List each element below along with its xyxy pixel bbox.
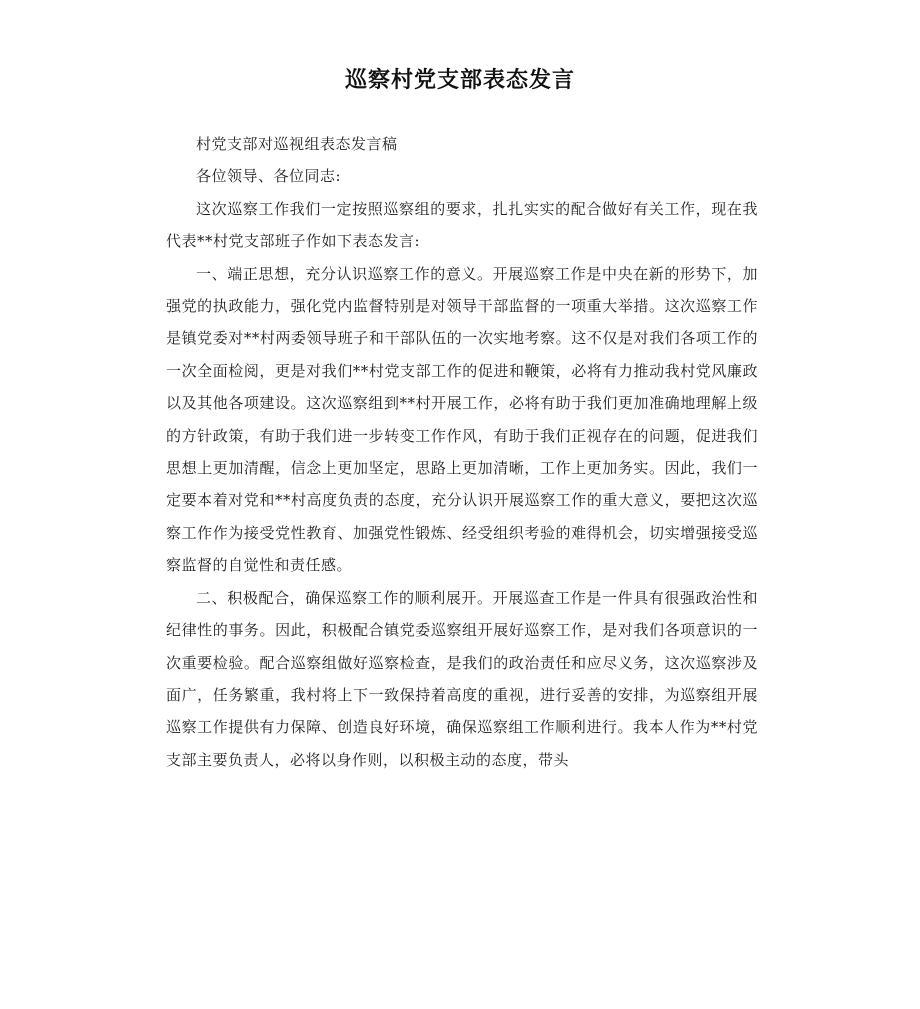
paragraph-subtitle: 村党支部对巡视组表态发言稿 <box>196 135 398 153</box>
paragraph-section-one: 一、端正思想，充分认识巡察工作的意义。开展巡察工作是中央在新的形势下，加强党的执政能力，强化党内监督特别是对领导干部监督的一项重大举措。这次巡察工作是镇党委对**村两委领导班子和干部队伍的一次实地考察。这不仅是对我们各项工作的一次全面检阅，更是对我们**村党支部工作的促进和鞭策，必将有力推动我村党风廉政以及其他各项建设。这次巡察组到**村开展工作，必将有助于我们更加准确地理解上级的方针政策，有助于我们进一步转变工作作风，有助于我们正视存在的问题，促进我们思想上更加清醒，信念上更加坚定，思路上更加清晰，工作上更加务实。因此，我们一定要本着对党和**村高度负责的态度，充分认识开展巡察工作的重大意义，要把这次巡察工作作为接受党性教育、加强党性锻炼、经受组织考验的难得机会，切实增强接受巡察监督的自觉性和责任感。 <box>166 264 758 575</box>
document-body <box>166 128 758 776</box>
paragraph-section-two: 二、积极配合，确保巡察工作的顺利展开。开展巡查工作是一件具有很强政治性和纪律性的事务。因此，积极配合镇党委巡察组开展好巡察工作，是对我们各项意识的一次重要检验。配合巡察组做好巡察检查，是我们的政治责任和应尽义务，这次巡察涉及面广，任务繁重，我村将上下一致保持着高度的重视，进行妥善的安排，为巡察组开展巡察工作提供有力保障、创造良好环境，确保巡察组工作顺利进行。我本人作为**村党支部主要负责人，必将以身作则，以积极主动的态度，带头 <box>166 588 758 769</box>
document-title: 巡察村党支部表态发言 <box>344 68 575 93</box>
paragraph-intro: 这次巡察工作我们一定按照巡察组的要求，扎扎实实的配合做好有关工作，现在我代表**村党支部班子作如下表态发言: <box>166 199 758 251</box>
paragraph-salutation: 各位领导、各位同志: <box>196 167 342 186</box>
